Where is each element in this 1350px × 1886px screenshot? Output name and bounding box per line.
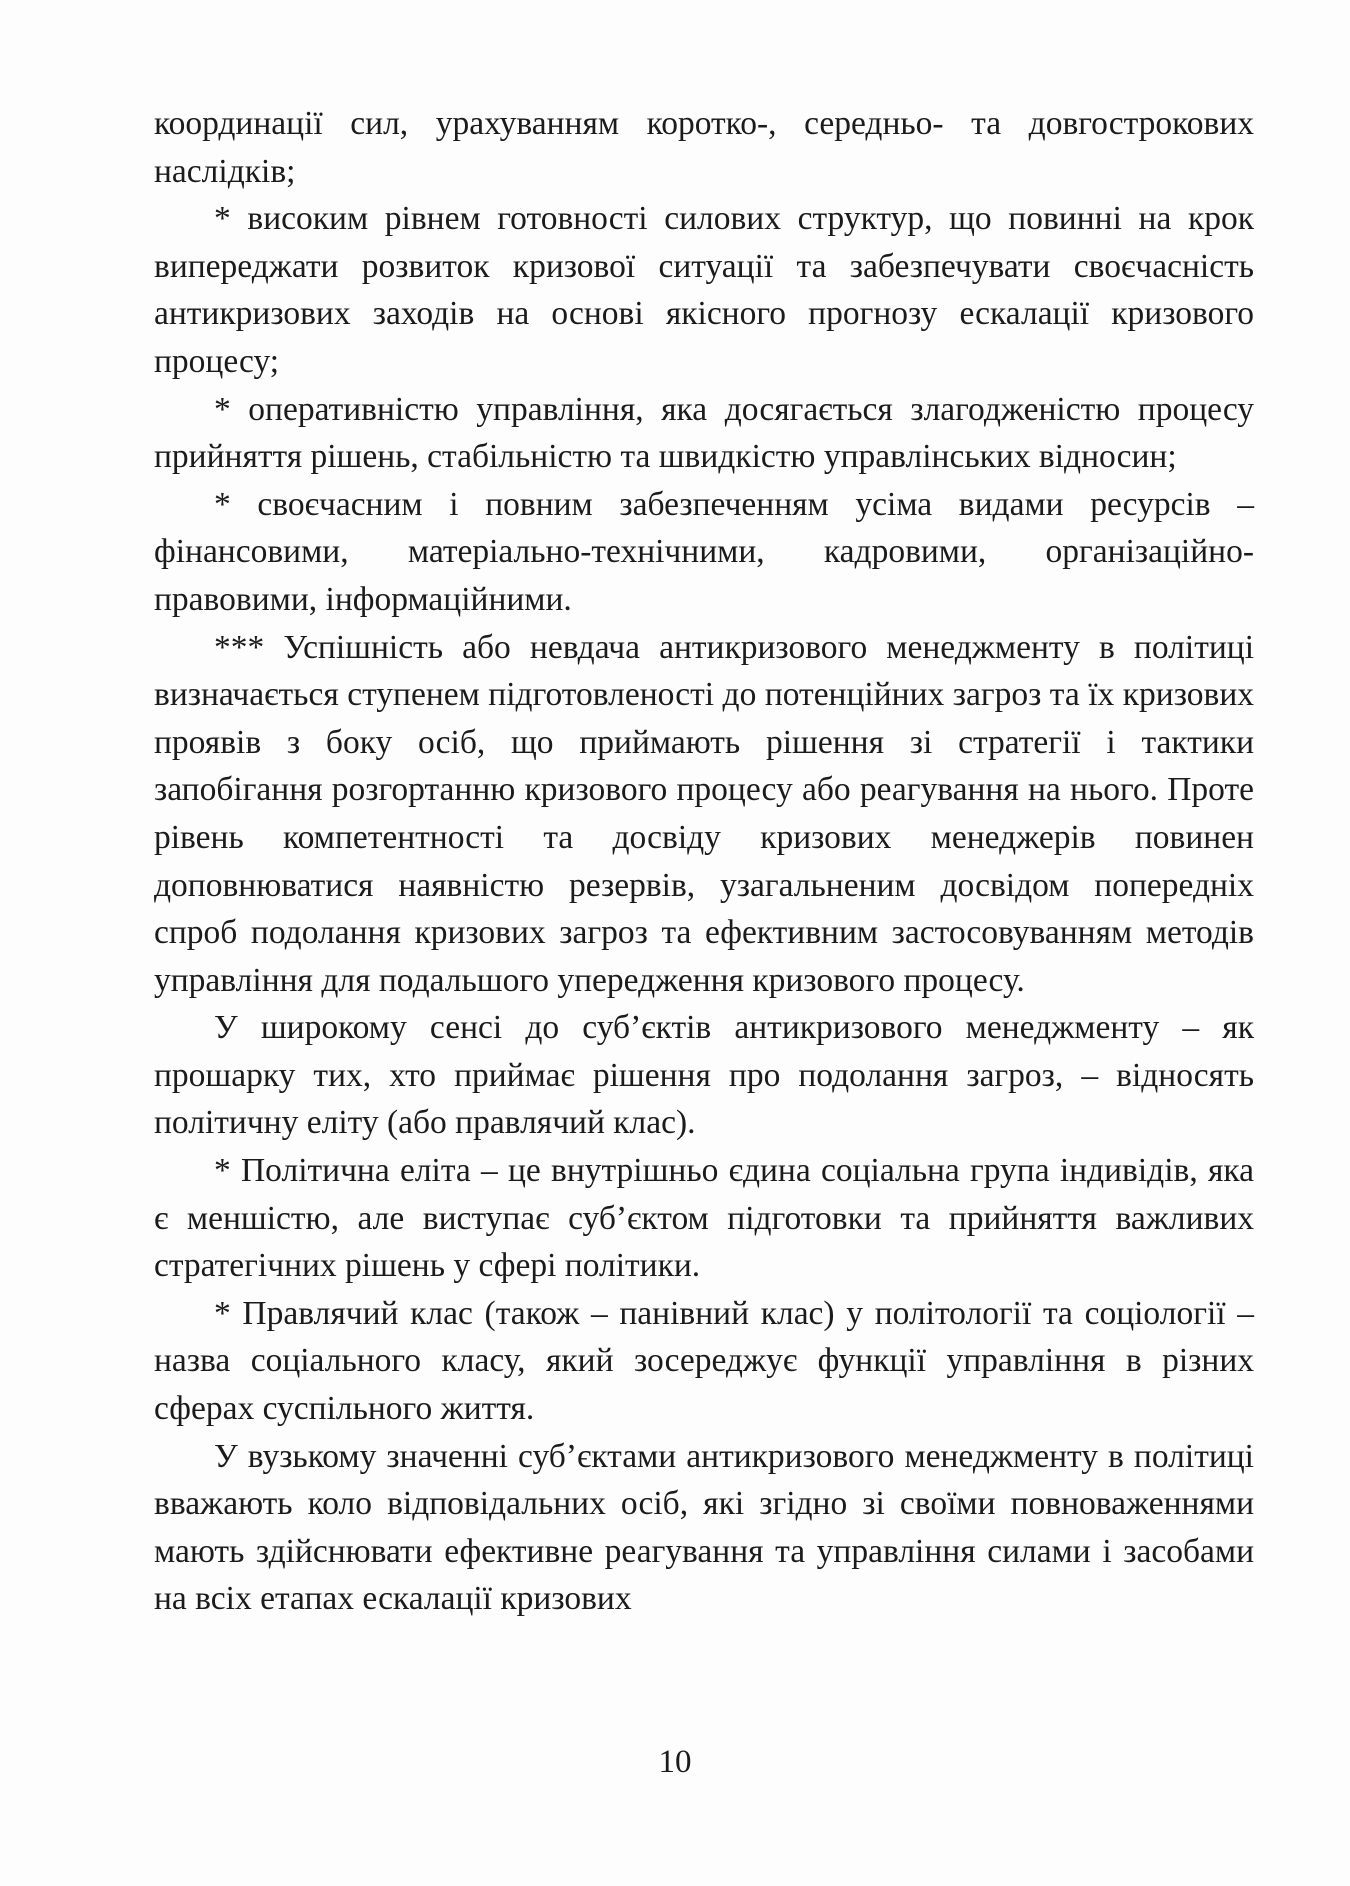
paragraph-broad-sense: У широкому сенсі до суб’єктів антикризового менеджменту – як прошарку тих, хто приймає рішення про подолання загроз, – відносять політичну еліту (або правлячий клас). bbox=[154, 1009, 1254, 1142]
bullet-readiness: * високим рівнем готовності силових структур, що повинні на крок випереджати розвиток кризової ситуації та забезпечувати своєчасність антикризових заходів на основі якісного прогнозу ескалації кризового процесу; bbox=[154, 200, 1254, 380]
bullet-efficiency: * оперативністю управління, яка досягається злагодженістю процесу прийняття рішень, стабільністю та швидкістю управлінських відносин; bbox=[154, 390, 1254, 476]
page-number: 10 bbox=[658, 1744, 692, 1780]
definition-political-elite: * Політична еліта – це внутрішньо єдина соціальна група індивідів, яка є меншістю, але виступає суб’єктом підготовки та прийняття важливих стратегічних рішень у сфері політики. bbox=[154, 1152, 1254, 1285]
paragraph-continuation: координації сил, урахуванням коротко-, середньо- та довгострокових наслідків; bbox=[154, 105, 1254, 190]
bullet-resources: * своєчасним і повним забезпеченням усіма видами ресурсів – фінансовими, матеріально-технічними, кадровими, організаційно-правовими, інформаційними. bbox=[154, 485, 1254, 618]
paragraph-success: *** Успішність або невдача антикризового менеджменту в політиці визначається ступенем підготовленості до потенційних загроз та їх кризових проявів з боку осіб, що приймають рішення зі стратегії і тактики запобігання розгортанню кризового процесу або реагування на нього. Проте рівень компетентності та досвіду кризових менеджерів повинен доповнюватися наявністю резервів, узагальненим досвідом попередніх спроб подолання кризових загроз та ефективним застосовуванням методів управління для подальшого упередження кризового процесу. bbox=[154, 628, 1254, 999]
definition-ruling-class: * Правлячий клас (також – панівний клас) у політології та соціології – назва соціального класу, який зосереджує функції управління в різних сферах суспільного життя. bbox=[154, 1294, 1254, 1428]
body-text bbox=[154, 100, 1254, 1623]
paragraph-narrow-sense: У вузькому значенні суб’єктами антикризового менеджменту в політиці вважають коло відповідальних осіб, які згідно зі своїми повноваженнями мають здійснювати ефективне реагування та управління силами і засобами на всіх етапах ескалації кризових bbox=[154, 1437, 1254, 1618]
